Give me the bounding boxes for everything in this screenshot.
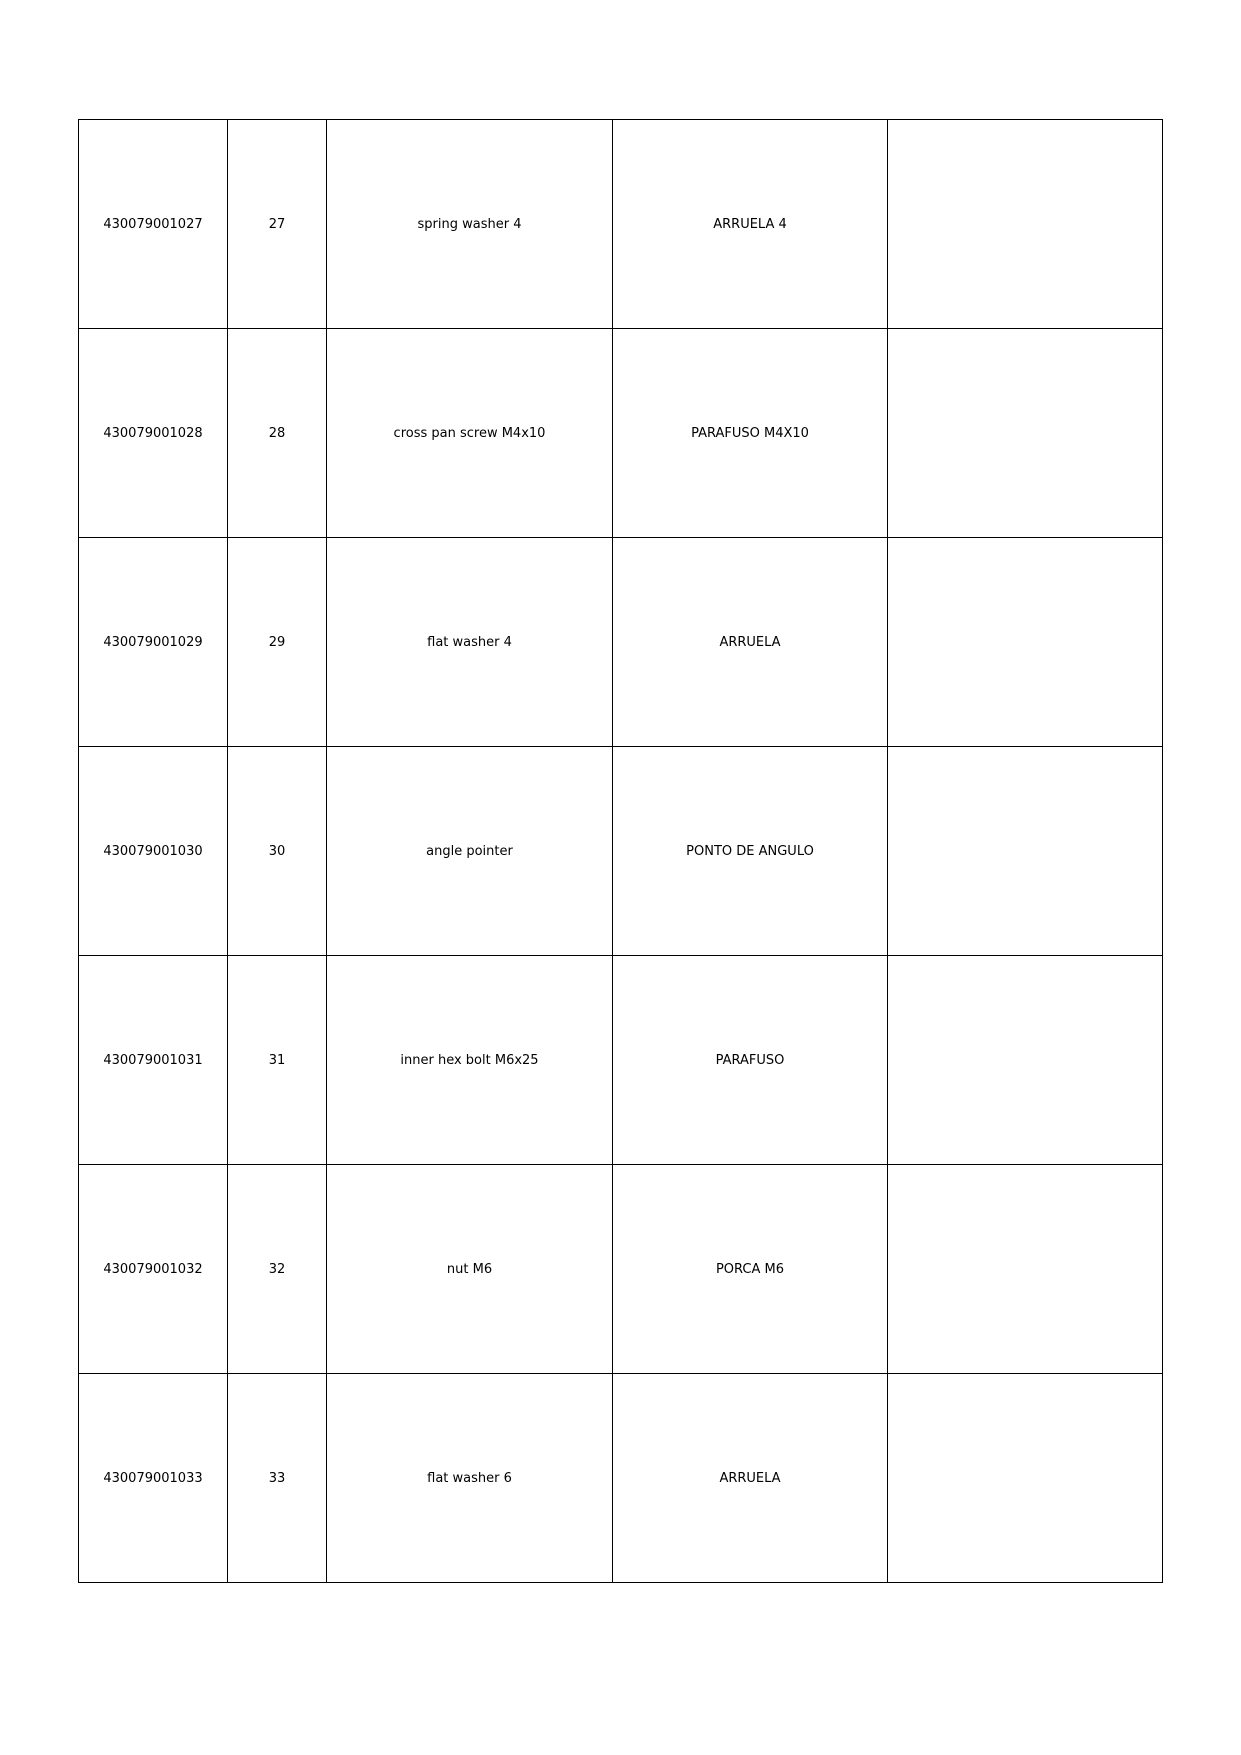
portuguese-description-cell: ARRUELA <box>613 538 888 747</box>
item-number-cell: 30 <box>228 747 327 956</box>
english-description-cell: flat washer 4 <box>327 538 613 747</box>
item-number-cell: 31 <box>228 956 327 1165</box>
english-description-cell: spring washer 4 <box>327 120 613 329</box>
table-row <box>79 329 1163 538</box>
item-number-cell: 27 <box>228 120 327 329</box>
notes-cell <box>888 1374 1163 1583</box>
item-number-cell: 29 <box>228 538 327 747</box>
part-code-cell: 430079001031 <box>79 956 228 1165</box>
portuguese-description-cell: ARRUELA <box>613 1374 888 1583</box>
part-code-cell: 430079001027 <box>79 120 228 329</box>
english-description-cell: cross pan screw M4x10 <box>327 329 613 538</box>
portuguese-description-cell: ARRUELA 4 <box>613 120 888 329</box>
portuguese-description-cell: PARAFUSO M4X10 <box>613 329 888 538</box>
table-row <box>79 1165 1163 1374</box>
item-number-cell: 33 <box>228 1374 327 1583</box>
table-row <box>79 747 1163 956</box>
table-row <box>79 956 1163 1165</box>
parts-table <box>78 119 1163 1583</box>
notes-cell <box>888 329 1163 538</box>
item-number-cell: 32 <box>228 1165 327 1374</box>
part-code-cell: 430079001029 <box>79 538 228 747</box>
table-row <box>79 120 1163 329</box>
english-description-cell: nut M6 <box>327 1165 613 1374</box>
part-code-cell: 430079001030 <box>79 747 228 956</box>
portuguese-description-cell: PARAFUSO <box>613 956 888 1165</box>
notes-cell <box>888 538 1163 747</box>
part-code-cell: 430079001033 <box>79 1374 228 1583</box>
portuguese-description-cell: PONTO DE ANGULO <box>613 747 888 956</box>
english-description-cell: flat washer 6 <box>327 1374 613 1583</box>
part-code-cell: 430079001032 <box>79 1165 228 1374</box>
table-row <box>79 538 1163 747</box>
english-description-cell: angle pointer <box>327 747 613 956</box>
part-code-cell: 430079001028 <box>79 329 228 538</box>
item-number-cell: 28 <box>228 329 327 538</box>
table-row <box>79 1374 1163 1583</box>
portuguese-description-cell: PORCA M6 <box>613 1165 888 1374</box>
english-description-cell: inner hex bolt M6x25 <box>327 956 613 1165</box>
notes-cell <box>888 120 1163 329</box>
notes-cell <box>888 1165 1163 1374</box>
notes-cell <box>888 956 1163 1165</box>
notes-cell <box>888 747 1163 956</box>
